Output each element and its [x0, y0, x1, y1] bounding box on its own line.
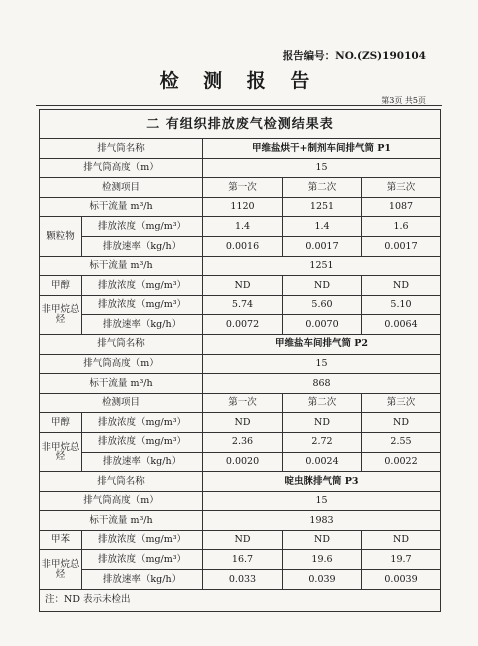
p1-stack-height: 15 — [203, 158, 441, 178]
table-row — [40, 472, 441, 492]
table-row — [40, 217, 441, 237]
p3-stack-height: 15 — [203, 491, 441, 511]
table-cell: 1.6 — [362, 217, 441, 237]
table-cell: ND — [283, 276, 362, 296]
table-row — [40, 589, 441, 611]
table-cell: 5.10 — [362, 295, 441, 315]
table-cell: 1251 — [203, 256, 441, 276]
table-cell: 16.7 — [203, 550, 283, 570]
nmhc-label: 非甲烷总烃 — [40, 295, 82, 334]
toluene-label: 甲苯 — [40, 530, 82, 550]
table-cell: 1087 — [362, 197, 441, 217]
p1-stack-name: 甲维盐烘干+制剂车间排气筒 P1 — [203, 139, 441, 159]
conc-label: 排放浓度（mg/m³） — [82, 413, 203, 433]
document-title: 检 测 报 告 — [159, 70, 319, 92]
table-cell: 0.039 — [283, 570, 362, 590]
table-cell: ND — [203, 530, 283, 550]
nmhc-label: 非甲烷总烃 — [40, 550, 82, 589]
stack-height-label: 排气筒高度（m） — [40, 158, 203, 178]
nmhc-label: 非甲烷总烃 — [40, 432, 82, 471]
conc-label: 排放浓度（mg/m³） — [82, 217, 203, 237]
rate-label: 排放速率（kg/h） — [82, 570, 203, 590]
table-cell: 5.60 — [283, 295, 362, 315]
std-flow-label: 标干流量 m³/h — [40, 256, 203, 276]
table-cell: 0.0020 — [203, 452, 283, 472]
table-cell: 2.55 — [362, 432, 441, 452]
table-cell: 0.0017 — [362, 236, 441, 256]
table-cell: 1251 — [283, 197, 362, 217]
table-cell: 19.7 — [362, 550, 441, 570]
table-row — [40, 530, 441, 550]
table-row — [40, 236, 441, 256]
table-row — [40, 315, 441, 335]
run-3-header: 第三次 — [362, 393, 441, 413]
table-row — [40, 197, 441, 217]
conc-label: 排放浓度（mg/m³） — [82, 530, 203, 550]
table-row — [40, 550, 441, 570]
table-cell: 0.033 — [203, 570, 283, 590]
conc-label: 排放浓度（mg/m³） — [82, 550, 203, 570]
table-cell: 1.4 — [283, 217, 362, 237]
table-row — [40, 334, 441, 354]
table-row — [40, 570, 441, 590]
table-row — [40, 393, 441, 413]
run-1-header: 第一次 — [203, 178, 283, 198]
table-row — [40, 276, 441, 296]
page-number: 第3页 共5页 — [381, 96, 426, 105]
table-cell: 0.0039 — [362, 570, 441, 590]
table-cell: ND — [203, 413, 283, 433]
particulate-label: 颗粒物 — [40, 217, 82, 256]
table-cell: 5.74 — [203, 295, 283, 315]
p3-stack-name: 啶虫脒排气筒 P3 — [203, 472, 441, 492]
table-row — [40, 110, 441, 139]
rate-label: 排放速率（kg/h） — [82, 236, 203, 256]
header-rule — [36, 105, 442, 106]
stack-name-label: 排气筒名称 — [40, 139, 203, 159]
table-cell: 19.6 — [283, 550, 362, 570]
methanol-label: 甲醇 — [40, 276, 82, 296]
table-cell: ND — [362, 530, 441, 550]
table-cell: ND — [362, 413, 441, 433]
table-row — [40, 413, 441, 433]
table-row — [40, 491, 441, 511]
table-cell: 0.0024 — [283, 452, 362, 472]
footnote: 注：ND 表示未检出 — [40, 589, 441, 611]
table-cell: ND — [283, 413, 362, 433]
table-row — [40, 295, 441, 315]
table-cell: 0.0070 — [283, 315, 362, 335]
table-cell: 2.36 — [203, 432, 283, 452]
table-row — [40, 158, 441, 178]
p2-stack-height: 15 — [203, 354, 441, 374]
p2-stack-name: 甲维盐车间排气筒 P2 — [203, 334, 441, 354]
table-cell: 868 — [203, 374, 441, 394]
section-title: 二 有组织排放废气检测结果表 — [40, 110, 441, 139]
table-cell: 1120 — [203, 197, 283, 217]
stack-name-label: 排气筒名称 — [40, 334, 203, 354]
stack-height-label: 排气筒高度（m） — [40, 354, 203, 374]
table-row — [40, 354, 441, 374]
table-cell: 1.4 — [203, 217, 283, 237]
test-items-label: 检测项目 — [40, 178, 203, 198]
table-cell: 0.0072 — [203, 315, 283, 335]
std-flow-label: 标干流量 m³/h — [40, 197, 203, 217]
table-row — [40, 432, 441, 452]
report-number: 报告编号：NO.(ZS)190104 — [282, 50, 426, 62]
table-cell: 0.0064 — [362, 315, 441, 335]
emission-results-table — [39, 109, 441, 612]
run-2-header: 第二次 — [283, 178, 362, 198]
rate-label: 排放速率（kg/h） — [82, 315, 203, 335]
std-flow-label: 标干流量 m³/h — [40, 511, 203, 531]
run-1-header: 第一次 — [203, 393, 283, 413]
table-row — [40, 374, 441, 394]
conc-label: 排放浓度（mg/m³） — [82, 432, 203, 452]
table-cell: 1983 — [203, 511, 441, 531]
methanol-label: 甲醇 — [40, 413, 82, 433]
run-3-header: 第三次 — [362, 178, 441, 198]
run-2-header: 第二次 — [283, 393, 362, 413]
table-row — [40, 511, 441, 531]
table-cell: 0.0016 — [203, 236, 283, 256]
table-cell: ND — [203, 276, 283, 296]
rate-label: 排放速率（kg/h） — [82, 452, 203, 472]
table-row — [40, 139, 441, 159]
table-cell: ND — [362, 276, 441, 296]
table-cell: 0.0017 — [283, 236, 362, 256]
table-cell: 0.0022 — [362, 452, 441, 472]
table-row — [40, 256, 441, 276]
conc-label: 排放浓度（mg/m³） — [82, 295, 203, 315]
table-row — [40, 452, 441, 472]
std-flow-label: 标干流量 m³/h — [40, 374, 203, 394]
table-cell: ND — [283, 530, 362, 550]
test-items-label: 检测项目 — [40, 393, 203, 413]
stack-name-label: 排气筒名称 — [40, 472, 203, 492]
table-row — [40, 178, 441, 198]
table-cell: 2.72 — [283, 432, 362, 452]
conc-label: 排放浓度（mg/m³） — [82, 276, 203, 296]
stack-height-label: 排气筒高度（m） — [40, 491, 203, 511]
